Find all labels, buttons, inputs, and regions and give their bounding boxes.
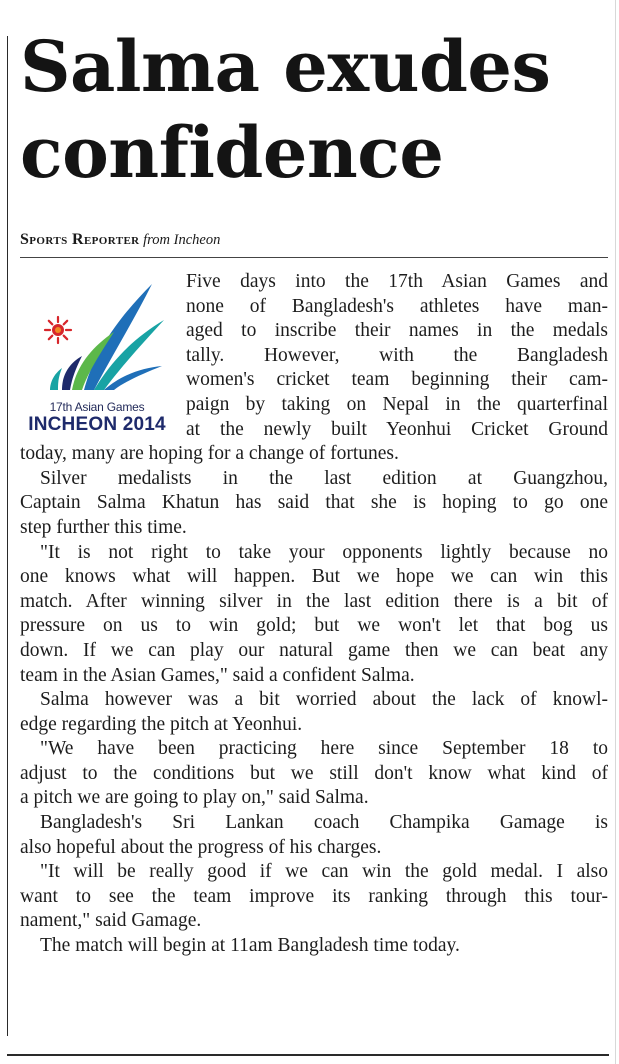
body-line: step further this time. [20,516,187,538]
body-line: Silver medalists in the last edition at Guangzhou, [40,467,608,489]
body-line: pressure on us to win gold; but we won't let that bog us [20,615,608,637]
bottom-rule [7,1054,609,1056]
body-line: "We have been practicing here since September 18 to [40,738,608,760]
logo-caption-city: INCHEON 2014 [28,414,166,435]
body-line: down. If we can play our natural game then we can beat any [20,639,608,661]
headline-line-1: Salma exudes [20,25,551,108]
body-line: paign by taking on Nepal in the quarterfinal [186,393,608,415]
body-line: "It will be really good if we can win the gold medal. I also [40,861,608,883]
body-line: tally. However, with the Bangladesh [186,344,608,366]
byline-divider [20,257,608,258]
byline-location: from Incheon [143,232,221,248]
body-line: Bangladesh's Sri Lankan coach Champika Gamage is [40,812,608,834]
byline-role: Sports Reporter [20,231,140,248]
body-line: Five days into the 17th Asian Games and [186,271,608,292]
body-line: "It is not right to take your opponents lightly because no [40,541,608,563]
article-body [20,270,608,959]
headline-line-2: confidence [20,111,444,194]
body-line: team in the Asian Games," said a confident Salma. [20,664,415,686]
body-line: also hopeful about the progress of his charges. [20,836,382,858]
body-line: Salma however was a bit worried about the lack of knowl- [40,689,608,711]
body-line: none of Bangladesh's athletes have man- [186,295,608,317]
body-line: one knows what will happen. But we hope we can win this [20,566,608,588]
body-line: nament," said Gamage. [20,910,202,932]
body-line: a pitch we are going to play on," said Salma. [20,787,369,809]
byline [20,231,220,249]
body-line: The match will begin at 11am Bangladesh time today. [40,935,460,957]
body-line: match. After winning silver in the last edition there is a bit of [20,590,608,612]
body-line: Captain Salma Khatun has said that she is hoping to go one [20,492,608,514]
body-line: edge regarding the pitch at Yeonhui. [20,713,303,735]
body-line: aged to inscribe their names in the medals [186,320,608,342]
column-rule-right [615,0,616,1064]
body-line: want to see the team improve its ranking through this tour- [20,885,608,907]
column-rule-left [7,36,8,1036]
headline [20,24,610,196]
body-line: adjust to the conditions but we still don't know what kind of [20,762,608,784]
body-line: at the newly built Yeonhui Cricket Ground [186,418,608,440]
logo-caption-event: 17th Asian Games [49,400,145,414]
body-line: women's cricket team beginning their cam- [186,369,608,391]
body-line: today, many are hoping for a change of fortunes. [20,443,399,465]
